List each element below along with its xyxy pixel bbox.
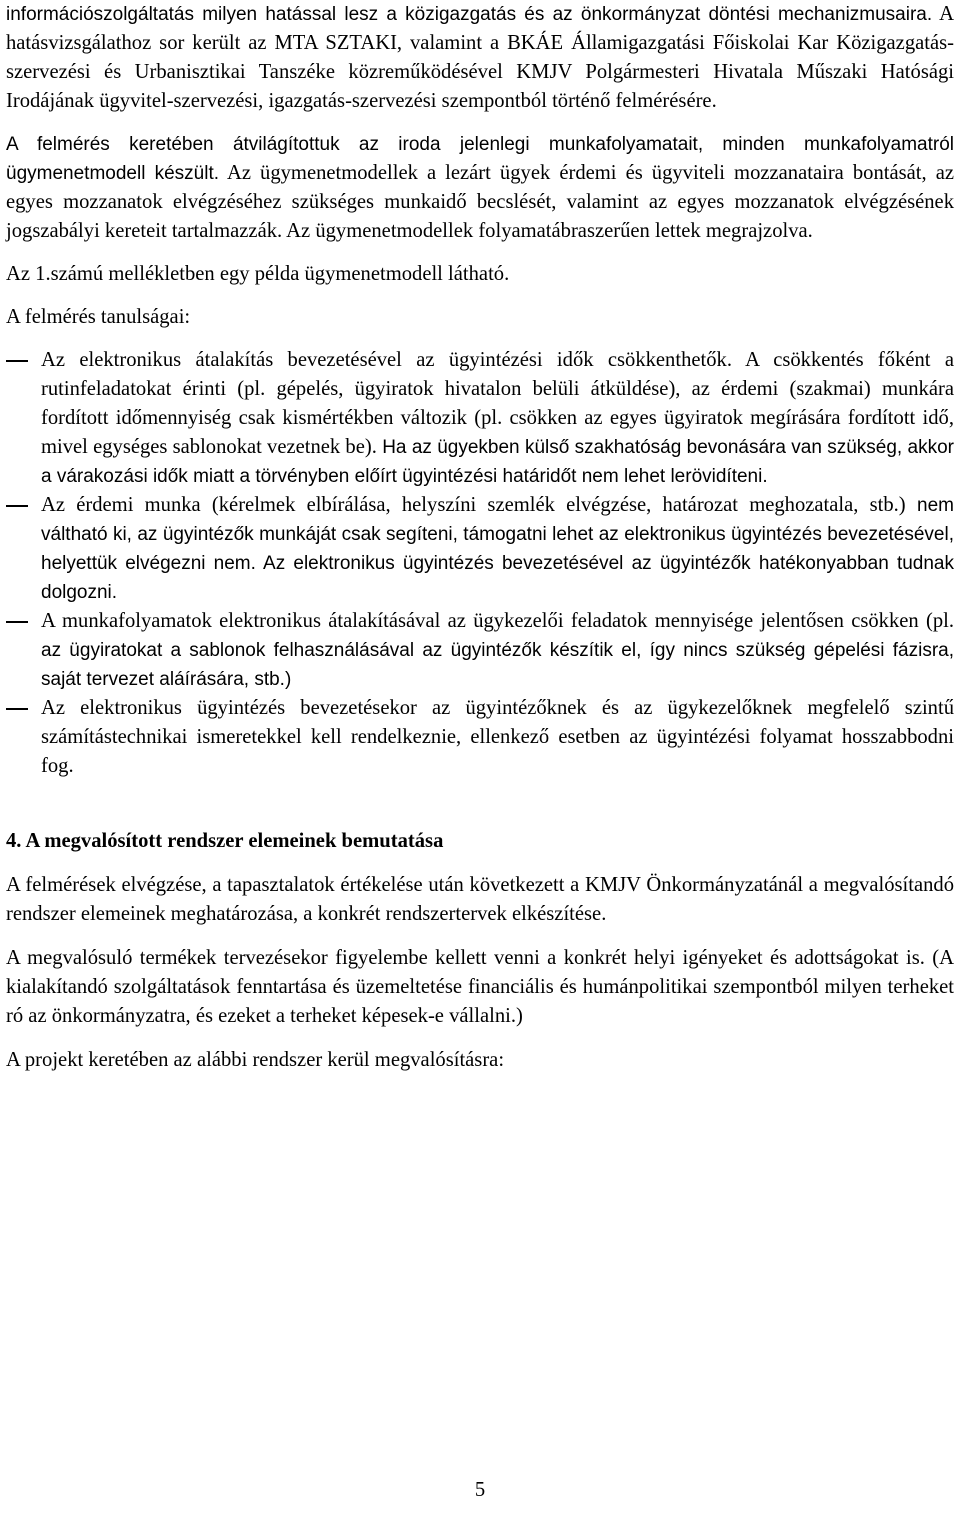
page-number: 5 — [474, 1479, 486, 1501]
dash-bullet-icon — [6, 360, 28, 362]
bullet-text-part-2: nem váltható ki, az ügyintézők munkáját csak segíteni, támogatni lehet az elektronikus ügyintézés bevezetésével, helyettük elvégezni nem. Az elektronikus ügyintézés bevezetésével az ügyintézők hatékonyabban tudnak dolgozni. — [41, 495, 954, 603]
bullet-text-part-1: Az elektronikus átalakítás bevezetésével az ügyintézési idők csökkenthetők. A csökkentés főként a rutinfeladatokat érinti (pl. gépelés, ügyiratok hivatalon belüli átküldése), az érdemi (szakmai) munkára fordított időmennyiség csak kismértékben változik (pl. csökken az egyes ügyiratok megírására fordított idő, mivel egységes sablonokat vezetnek be). — [41, 349, 954, 458]
bullet-text-part-1: A munkafolyamatok elektronikus átalakításával az ügykezelői feladatok mennyisége jelentősen csökken (pl. — [41, 610, 954, 632]
document-page — [6, 0, 954, 1075]
dash-bullet-icon — [6, 708, 28, 710]
list-item — [6, 607, 954, 694]
dash-bullet-icon — [6, 621, 28, 623]
list-item — [6, 346, 954, 491]
list-item — [6, 694, 954, 781]
bullet-text-part-2: Ha az ügyekben külső szakhatóság bevonására van szükség, akkor a várakozási idők miatt a törvényben előírt ügyintézési határidőt nem lehet lerövidíteni. — [41, 437, 954, 487]
list-item — [6, 491, 954, 607]
bullet-text-part-1: Az elektronikus ügyintézés bevezetésekor az ügyintézőknek és az ügykezelőknek megfelelő szintű számítástechnikai ismeretekkel kell rendelkeznie, ellenkező esetben az ügyintézési folyamat hosszabbodni fog. — [41, 697, 954, 777]
survey-text-part-2: Az ügymenetmodellek a lezárt ügyek érdemi és ügyviteli mozzanataira bontását, az egyes mozzanatok elvégzéséhez szükséges munkaidő becslését, valamint az egyes mozzanatok elvégzésének jogszabályi kereteit tartalmazzák. Az ügymenetmodellek folyamatábraszerűen lettek megrajzolva. — [6, 162, 955, 242]
bullet-text-part-2: az ügyiratokat a sablonok felhasználásával az ügyintézők készítik el, így nincs szükség gépelési fázisra, saját tervezet aláírására, stb.) — [41, 640, 954, 690]
intro-text-part-1: információszolgáltatás milyen hatással lesz a közigazgatás és az önkormányzat döntési mechanizmusaira. — [6, 4, 933, 25]
lessons-title: A felmérés tanulságai: — [6, 306, 191, 328]
dash-bullet-icon — [6, 505, 28, 507]
intro-paragraph — [6, 0, 954, 116]
section-title: 4. A megvalósított rendszer elemeinek bemutatása — [6, 830, 444, 852]
intro-text-part-2: A hatásvizsgálathoz sor került az MTA SZTAKI, valamint a BKÁE Államigazgatási Főiskolai Kar Közigazgatás-szervezési és Urbanisztikai Tanszéke közreműködésével KMJV Polgármesteri Hivatala Műszaki Hatósági Irodájának ügyvitel-szervezési, igazgatás-szervezési szempontból történő felmérésére. — [6, 3, 954, 112]
survey-text-part-1: A felmérés keretében átvilágítottuk az iroda jelenlegi munkafolyamatait, minden munkafolyamatról ügymenetmodell készült. — [6, 134, 954, 184]
annex-note: Az 1.számú mellékletben egy példa ügymenetmodell látható. — [6, 263, 510, 285]
section-paragraph-1: A felmérések elvégzése, a tapasztalatok értékelése után következett a KMJV Önkormányzatánál a megvalósítandó rendszer elemeinek meghatározása, a konkrét rendszertervek elkészítése. — [6, 874, 954, 925]
bullet-text-part-1: Az érdemi munka (kérelmek elbírálása, helyszíni szemlék elvégzése, határozat meghozatala, stb.) — [41, 494, 906, 516]
lessons-list — [6, 346, 954, 781]
section-paragraph-3: A projekt keretében az alábbi rendszer kerül megvalósításra: — [6, 1049, 505, 1071]
survey-paragraph — [6, 130, 954, 246]
section-paragraph-2: A megvalósuló termékek tervezésekor figyelembe kellett venni a konkrét helyi igényeket és adottságokat is. (A kialakítandó szolgáltatások fenntartása és üzemeltetése financiális és humánpolitikai szempontból milyen terheket ró az önkormányzatra, és ezeket a terheket képesek-e vállalni.) — [6, 947, 954, 1027]
